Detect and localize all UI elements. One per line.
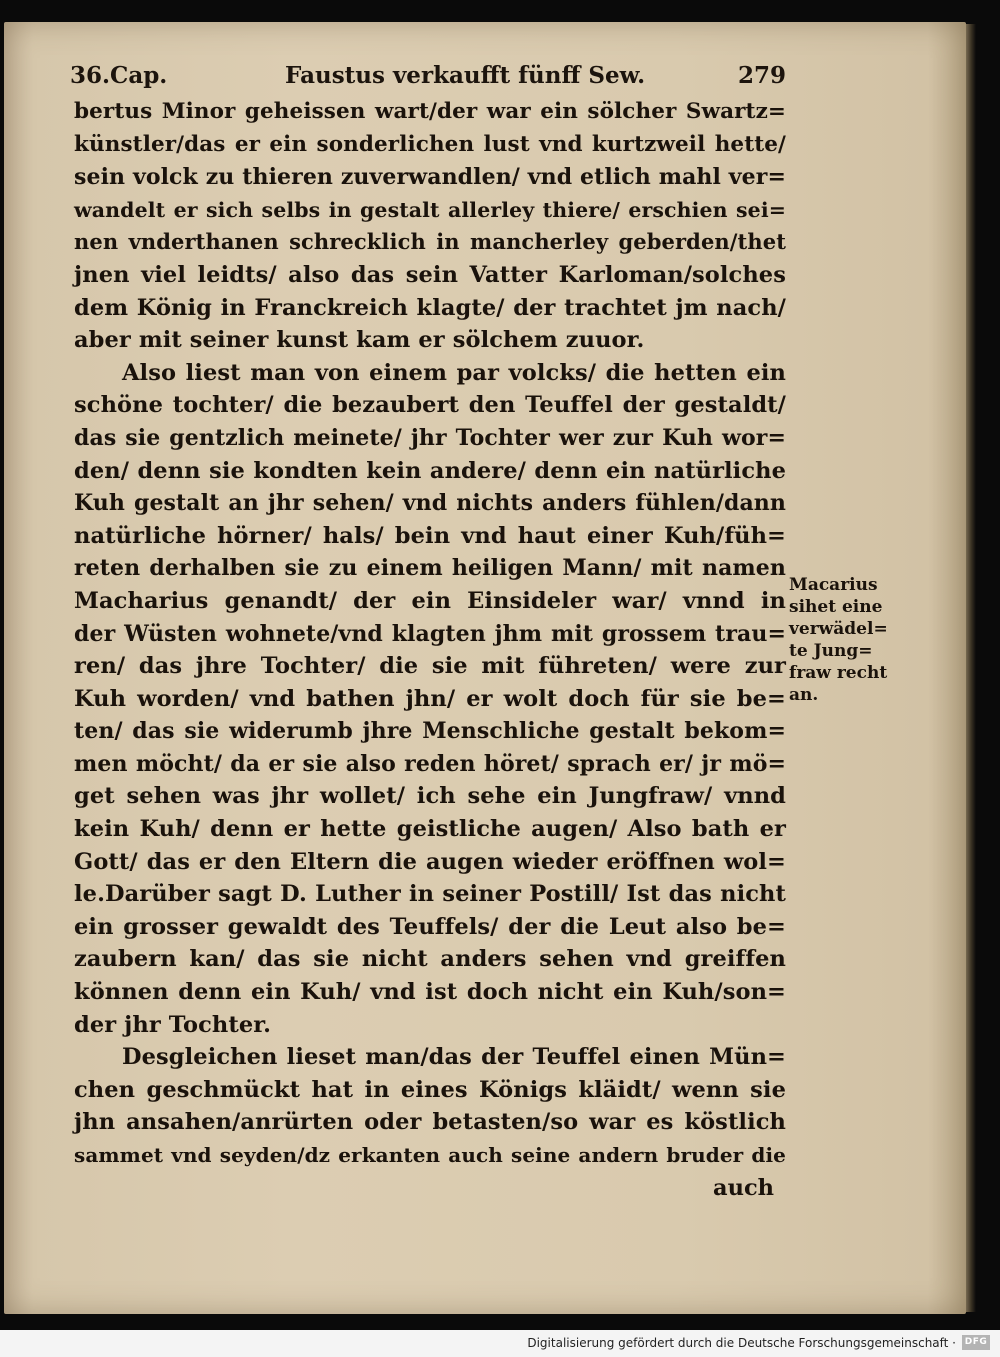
marginal-note-line: verwädel= [789,619,888,639]
text-line: chen geschmückt hat in eines Königs kläidt/ wenn sie [74,1076,786,1103]
running-title: Faustus verkaufft fünff Sew. [285,62,646,89]
text-line: ren/ das jhre Tochter/ die sie mit führeten/ were zur [74,653,786,680]
text-line: können denn ein Kuh/ vnd ist doch nicht ein Kuh/son= [74,979,786,1006]
text-line: Gott/ das er den Eltern die augen wieder eröffnen wol= [74,848,786,875]
dfg-logo: DFG [962,1335,990,1350]
text-line: Desgleichen lieset man/das der Teuffel einen Mün= [122,1044,786,1071]
text-line: men möcht/ da er sie also reden höret/ sprach er/ jr mö= [74,750,786,777]
funding-credit: Digitalisierung gefördert durch die Deutsche Forschungsgemeinschaft · [527,1336,956,1350]
text-line: aber mit seiner kunst kam er sölchem zuuor. [74,327,645,354]
catchword: auch [713,1174,774,1201]
text-line: nen vnderthanen schrecklich in mancherley geberden/thet [74,229,786,255]
text-line: ein grosser gewaldt des Teuffels/ der die Leut also be= [74,913,786,940]
text-line: zaubern kan/ das sie nicht anders sehen vnd greiffen [74,946,786,973]
text-line: Macharius genandt/ der ein Einsideler war/ vnnd in [74,587,786,614]
text-line: reten derhalben sie zu einem heiligen Mann/ mit namen [74,555,786,582]
page-number: 279 [738,62,787,89]
text-line: le.Darüber sagt D. Luther in seiner Postill/ Ist das nicht [74,881,786,908]
text-line: jnen viel leidts/ also das sein Vatter Karloman/solches [74,261,786,288]
text-line: sein volck zu thieren zuverwandlen/ vnd etlich mahl ver= [74,164,786,191]
text-line: get sehen was jhr wollet/ ich sehe ein Jungfraw/ vnnd [74,783,786,810]
text-line: jhn ansahen/anrürten oder betasten/so war es köstlich [74,1109,786,1136]
marginal-note-line: Macarius [789,575,878,595]
text-line: ten/ das sie widerumb jhre Menschliche gestalt bekom= [74,718,786,745]
text-line: bertus Minor geheissen wart/der war ein sölcher Swartz= [74,99,786,124]
text-line: künstler/das er ein sonderlichen lust vnd kurtzweil hette/ [74,131,786,157]
text-line: schöne tochter/ die bezaubert den Teuffel der gestaldt/ [74,392,786,419]
text-line: natürliche hörner/ hals/ bein vnd haut einer Kuh/füh= [74,522,786,549]
text-line: der jhr Tochter. [74,1011,272,1038]
text-line: Also liest man von einem par volcks/ die hetten ein [122,359,786,386]
text-line: wandelt er sich selbs in gestalt allerley thiere/ erschien sei= [74,197,786,222]
footer-bar [0,1330,1000,1357]
text-line: kein Kuh/ denn er hette geistliche augen/ Also bath er [74,816,786,843]
text-line: den/ denn sie kondten kein andere/ denn ein natürliche [74,457,786,484]
text-line: sammet vnd seyden/dz erkanten auch seine andern bruder die [74,1143,786,1167]
marginal-note-line: te Jung= [789,641,873,661]
marginal-note-line: sihet eine [789,597,883,617]
body-text [74,96,786,1204]
text-line: das sie gentzlich meinete/ jhr Tochter wer zur Kuh wor= [74,424,786,451]
chapter-label: 36.Cap. [70,62,168,89]
marginal-note-line: fraw recht [789,663,888,683]
text-line: dem König in Franckreich klagte/ der trachtet jm nach/ [74,294,786,321]
text-line: der Wüsten wohnete/vnd klagten jhm mit grossem trau= [74,620,786,647]
text-line: Kuh gestalt an jhr sehen/ vnd nichts anders fühlen/dann [74,490,786,517]
marginal-note [789,574,919,706]
text-line: Kuh worden/ vnd bathen jhn/ er wolt doch für sie be= [74,685,786,712]
marginal-note-line: an. [789,685,819,705]
running-head [70,56,787,96]
